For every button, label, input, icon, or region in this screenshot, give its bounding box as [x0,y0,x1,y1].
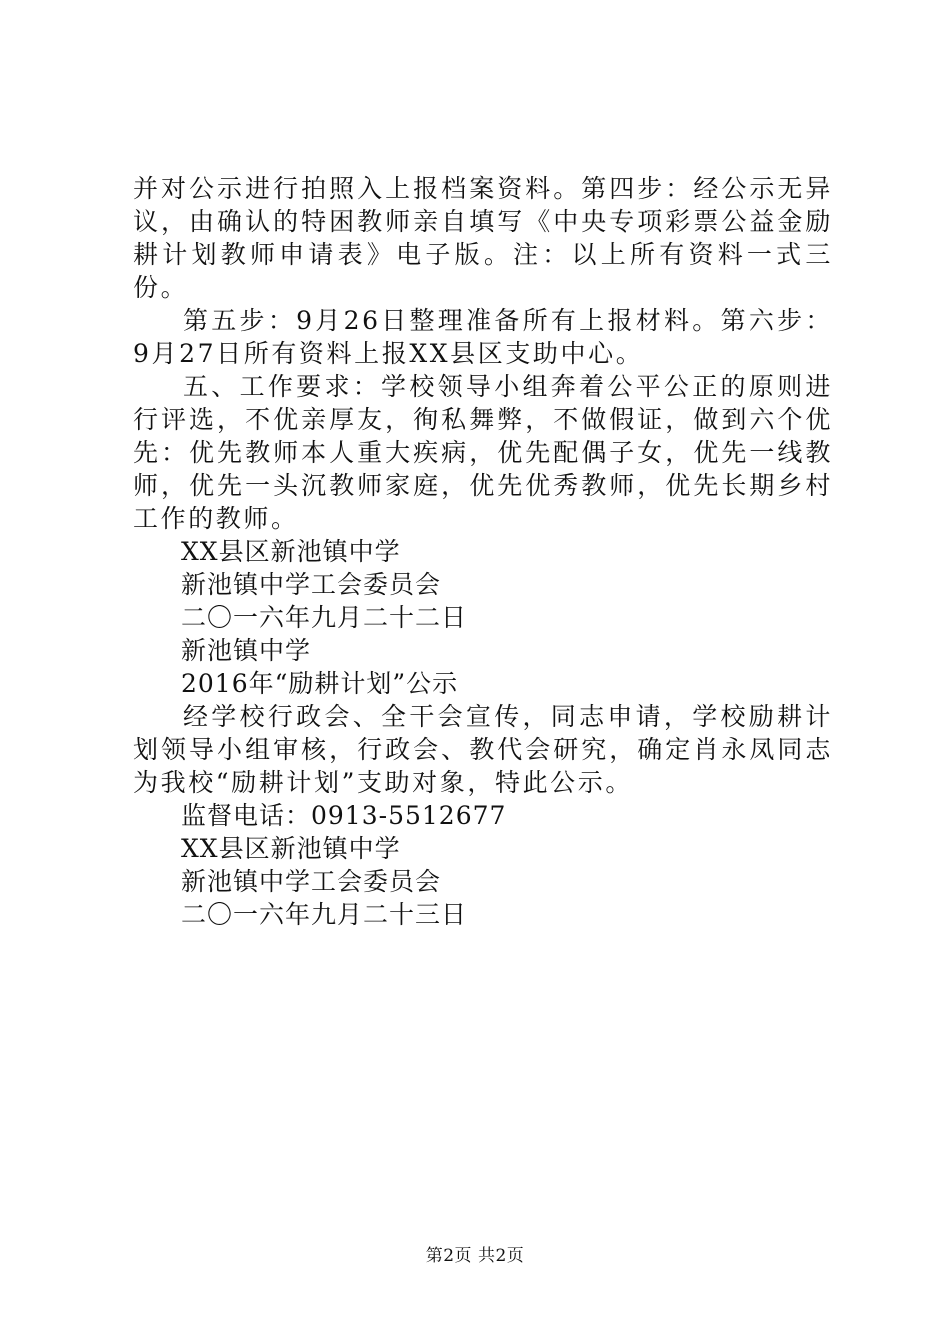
paragraph-steps-five-six: 第五步：9月26日整理准备所有上报材料。第六步：9月27日所有资料上报XX县区支助中心。 [133,306,833,368]
document-body [133,172,833,931]
paragraph-step-four: 并对公示进行拍照入上报档案资料。第四步：经公示无异议，由确认的特困教师亲自填写《中央专项彩票公益金励耕计划教师申请表》电子版。注：以上所有资料一式三份。 [133,174,833,302]
signature-date-2: 二〇一六年九月二十三日 [181,900,468,929]
page-number-footer: 第2页 共2页 [425,1246,525,1266]
notice-title: 2016年“励耕计划”公示 [181,669,459,698]
signature-committee-2: 新池镇中学工会委员会 [181,867,442,896]
signature-school-2: XX县区新池镇中学 [181,834,401,863]
notice-body: 经学校行政会、全干会宣传，同志申请，学校励耕计划领导小组审核，行政会、教代会研究，确定肖永凤同志为我校“励耕计划”支助对象，特此公示。 [133,702,833,797]
notice-school: 新池镇中学 [181,636,312,665]
signature-committee-1: 新池镇中学工会委员会 [181,570,442,599]
signature-school-1: XX县区新池镇中学 [181,537,401,566]
paragraph-work-requirements: 五、工作要求：学校领导小组奔着公平公正的原则进行评选，不优亲厚友，徇私舞弊，不做假证，做到六个优先：优先教师本人重大疾病，优先配偶子女，优先一线教师，优先一头沉教师家庭，优先优秀教师，优先长期乡村工作的教师。 [133,372,833,533]
notice-phone: 监督电话：0913-5512677 [181,801,507,830]
signature-date-1: 二〇一六年九月二十二日 [181,603,468,632]
